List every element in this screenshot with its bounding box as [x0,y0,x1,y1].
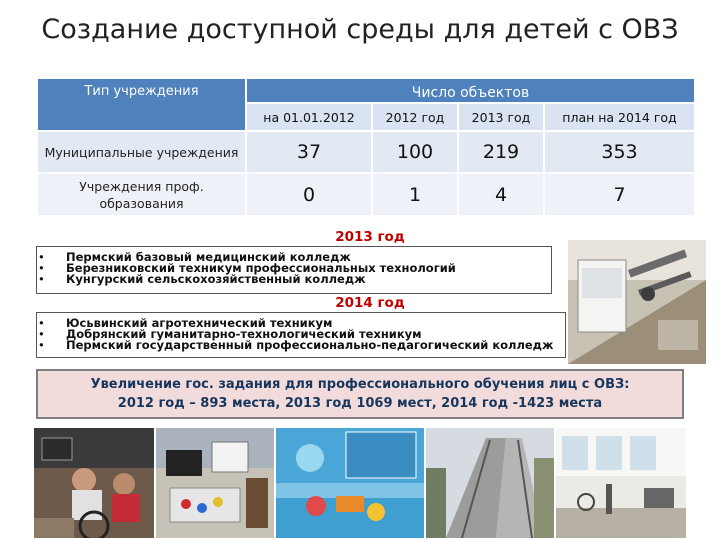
stair-lift-photo [568,240,706,364]
subheader-2012: 2012 год [372,103,458,131]
list-item: • Юсьвинский агротехнический техникум [38,318,553,329]
subheader-2012-start: на 01.01.2012 [246,103,372,131]
gym-photo [556,428,686,538]
table-row [38,131,694,173]
cell-value: 0 [246,173,372,215]
notice-line-2: 2012 год – 893 места, 2013 год 1069 мест, 2014 год -1423 места [117,396,603,411]
list-item: • Добрянский гуманитарно-технологический техникум [38,329,553,340]
funding-notice [36,369,684,419]
notice-line-1: Увеличение гос. задания для профессионального обучения лиц с ОВЗ: [90,377,630,392]
cell-value: 1 [372,173,458,215]
list-2013 [38,252,456,285]
sensory-room-photo [276,428,424,538]
list-item: • Пермский государственный профессионально-педагогический колледж [38,340,553,351]
header-institution-type: Тип учреждения [38,79,246,131]
header-object-count: Число объектов [246,79,694,103]
subheader-plan-2014: план на 2014 год [544,103,694,131]
list-item: • Пермский базовый медицинский колледж [38,252,456,263]
list-2014 [38,318,553,351]
cell-value: 100 [372,131,458,173]
row-name: Муниципальные учреждения [38,131,246,173]
students-wheelchair-photo [34,428,154,538]
cell-value: 4 [458,173,544,215]
table-row [38,173,694,215]
list-item: • Кунгурский сельскохозяйственный колледж [38,274,456,285]
section-2014-label: 2014 год [335,295,405,311]
cell-value: 219 [458,131,544,173]
objects-table [38,79,694,215]
classroom-equipment-photo [156,428,274,538]
slide-title: Создание доступной среды для детей с ОВЗ [41,14,679,45]
list-item: • Березниковский техникум профессиональных технологий [38,263,456,274]
cell-value: 37 [246,131,372,173]
ramp-photo [426,428,554,538]
section-2013-label: 2013 год [335,229,405,245]
cell-value: 353 [544,131,694,173]
row-name: Учреждения проф. образования [38,173,246,215]
subheader-2013: 2013 год [458,103,544,131]
cell-value: 7 [544,173,694,215]
